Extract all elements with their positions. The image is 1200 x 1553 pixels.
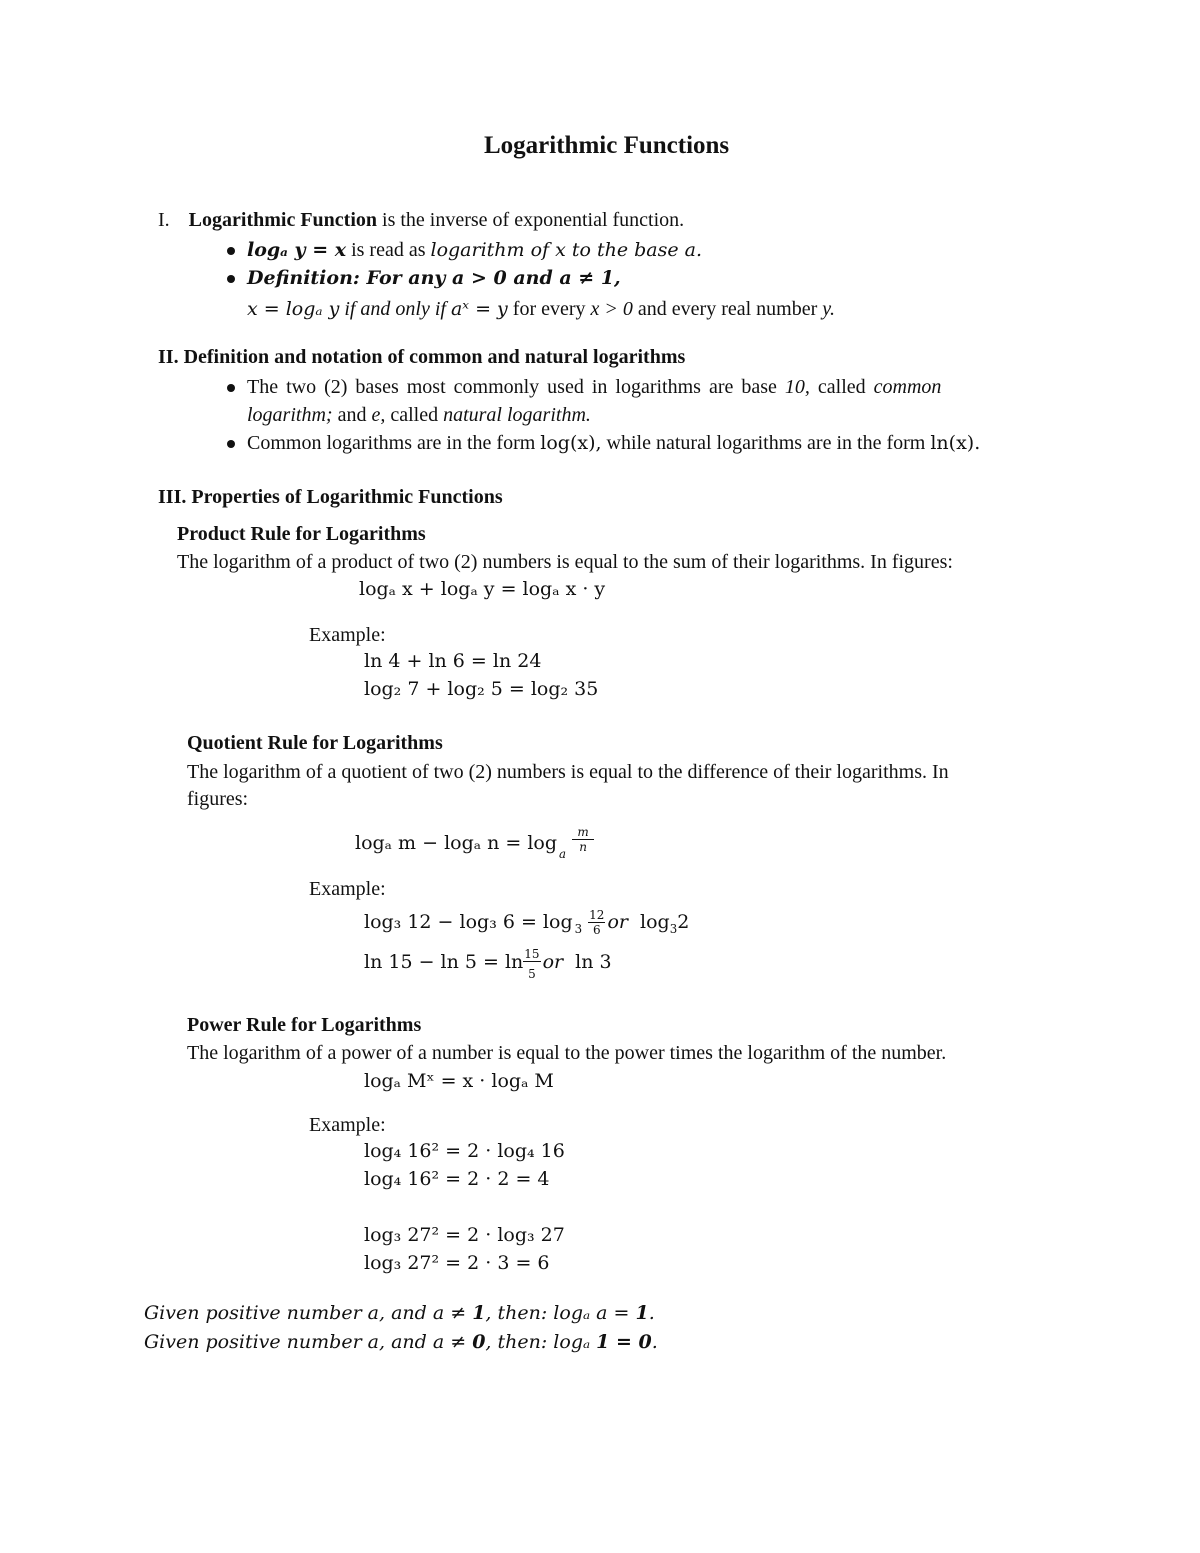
or-text: or xyxy=(607,911,628,933)
text-span: logarithm; xyxy=(247,404,333,426)
section-1-bullet-1 xyxy=(247,240,702,260)
product-example-label: Example: xyxy=(309,624,386,646)
log-notation-math: logₐ y = x xyxy=(247,239,347,261)
note-bold: 1 xyxy=(635,1302,649,1324)
note-text: Given positive number a, and a ≠ xyxy=(144,1331,473,1353)
power-example-4: log₃ 27² = 2 · 3 = 6 xyxy=(364,1252,550,1274)
formula-base: 3 xyxy=(574,922,583,936)
or-text: or xyxy=(542,951,564,973)
section-2-bullet-2 xyxy=(247,433,980,453)
formula-text: 2 xyxy=(677,911,690,933)
section-1-definition-line xyxy=(247,299,835,319)
def-text-1: for every xyxy=(507,298,591,320)
fraction-denominator: 6 xyxy=(592,923,601,937)
formula-text: ln 15 − ln 5 = ln xyxy=(364,951,524,973)
section-1-text: is the inverse of exponential function. xyxy=(377,209,685,231)
def-math-2: aˣ = y xyxy=(450,298,508,320)
note-bold: 0 xyxy=(472,1331,486,1353)
text-span: called xyxy=(809,376,874,398)
note-text: , then: xyxy=(485,1302,554,1324)
text-span: Common logarithms are in the form xyxy=(247,432,541,454)
section-2-bullet-1-line-2 xyxy=(247,405,591,425)
product-example-2: log₂ 7 + log₂ 5 = log₂ 35 xyxy=(364,678,599,700)
formula-text: ln 3 xyxy=(575,951,612,973)
note-log-base-equals-one xyxy=(144,1304,655,1323)
note-text: , then: xyxy=(485,1331,554,1353)
fraction-numerator: 15 xyxy=(524,947,540,961)
fraction-numerator: m xyxy=(577,825,589,839)
quotient-example-label: Example: xyxy=(309,878,386,900)
page-title: Logarithmic Functions xyxy=(484,132,730,159)
def-math-1: x = logₐ y xyxy=(247,298,340,320)
power-rule-formula: logₐ Mˣ = x · logₐ M xyxy=(364,1070,554,1092)
note-log-one-equals-zero xyxy=(144,1333,658,1352)
power-example-3: log₃ 27² = 2 · log₃ 27 xyxy=(364,1224,565,1246)
fraction xyxy=(523,948,540,980)
fraction xyxy=(588,909,605,936)
def-math-3: x > 0 xyxy=(590,298,633,320)
note-text: Given positive number a, and a ≠ xyxy=(144,1302,473,1324)
bullet-1-italic: logarithm of x to the base a. xyxy=(430,239,703,261)
product-rule-title: Product Rule for Logarithms xyxy=(177,523,426,545)
fraction-bar xyxy=(523,961,540,962)
def-text-2: and every real number xyxy=(632,298,823,320)
section-2-heading: II. Definition and notation of common and natural logarithms xyxy=(158,346,686,368)
text-span: common xyxy=(873,376,942,398)
formula-text: log xyxy=(640,911,670,933)
formula-text: log₃ 12 − log₃ 6 = log xyxy=(364,911,573,933)
log-form: log(x), xyxy=(540,432,602,454)
power-rule-title: Power Rule for Logarithms xyxy=(187,1014,422,1036)
note-text: . xyxy=(648,1302,655,1324)
text-span: e, xyxy=(371,404,386,426)
power-rule-desc: The logarithm of a power of a number is equal to the power times the logarithm of the number. xyxy=(187,1042,947,1064)
bullet-1-text: is read as xyxy=(346,239,431,261)
definition-math: For any a > 0 and a ≠ 1, xyxy=(359,267,621,289)
quotient-example-2 xyxy=(364,948,612,980)
text-span: while natural logarithms are in the form xyxy=(601,432,931,454)
section-1-bullet-2 xyxy=(247,268,621,288)
note-log: logₐ a = xyxy=(553,1302,636,1324)
note-log: logₐ xyxy=(553,1331,597,1353)
power-example-label: Example: xyxy=(309,1114,386,1136)
note-bold: 1 xyxy=(472,1302,486,1324)
section-3-heading: III. Properties of Logarithmic Functions xyxy=(158,486,503,508)
fraction-denominator: n xyxy=(579,840,587,854)
fraction-numerator: 12 xyxy=(589,908,605,922)
fraction xyxy=(572,826,594,853)
text-span: 10, xyxy=(784,376,810,398)
quotient-rule-desc-2: figures: xyxy=(187,788,249,810)
bullet-dot xyxy=(227,440,235,448)
section-2-bullet-1-line-1 xyxy=(247,377,941,397)
product-example-1: ln 4 + ln 6 = ln 24 xyxy=(364,650,542,672)
def-math-4: y. xyxy=(822,298,836,320)
product-rule-desc: The logarithm of a product of two (2) numbers is equal to the sum of their logarithms. In figures: xyxy=(177,551,953,573)
section-1-line xyxy=(158,210,684,230)
text-span: called xyxy=(385,404,444,426)
definition-label: Definition: xyxy=(247,267,360,289)
fraction-denominator: 5 xyxy=(528,967,536,981)
quotient-example-1 xyxy=(364,909,689,936)
ln-form: ln(x). xyxy=(930,432,981,454)
text-span: The two (2) bases most commonly used in logarithms are base xyxy=(247,376,785,398)
def-iff: if and only if xyxy=(339,298,451,320)
formula-text: logₐ m − logₐ n = log xyxy=(355,832,558,854)
quotient-rule-desc-1: The logarithm of a quotient of two (2) numbers is equal to the difference of their logarithms. In xyxy=(187,761,949,783)
formula-base: a xyxy=(559,847,567,861)
quotient-rule-formula xyxy=(355,825,594,861)
bullet-dot xyxy=(227,275,235,283)
quotient-rule-title: Quotient Rule for Logarithms xyxy=(187,732,443,754)
section-1-term: Logarithmic Function xyxy=(188,209,378,231)
text-span: natural logarithm. xyxy=(443,404,591,426)
bullet-dot xyxy=(227,384,235,392)
note-bold: 1 = 0 xyxy=(596,1331,652,1353)
section-1-numeral: I. xyxy=(158,209,170,231)
product-rule-formula: logₐ x + logₐ y = logₐ x · y xyxy=(359,578,606,600)
formula-base: 3 xyxy=(669,922,678,936)
bullet-dot xyxy=(227,247,235,255)
text-span: and xyxy=(332,404,372,426)
power-example-1: log₄ 16² = 2 · log₄ 16 xyxy=(364,1140,565,1162)
note-text: . xyxy=(651,1331,658,1353)
power-example-2: log₄ 16² = 2 · 2 = 4 xyxy=(364,1168,550,1190)
